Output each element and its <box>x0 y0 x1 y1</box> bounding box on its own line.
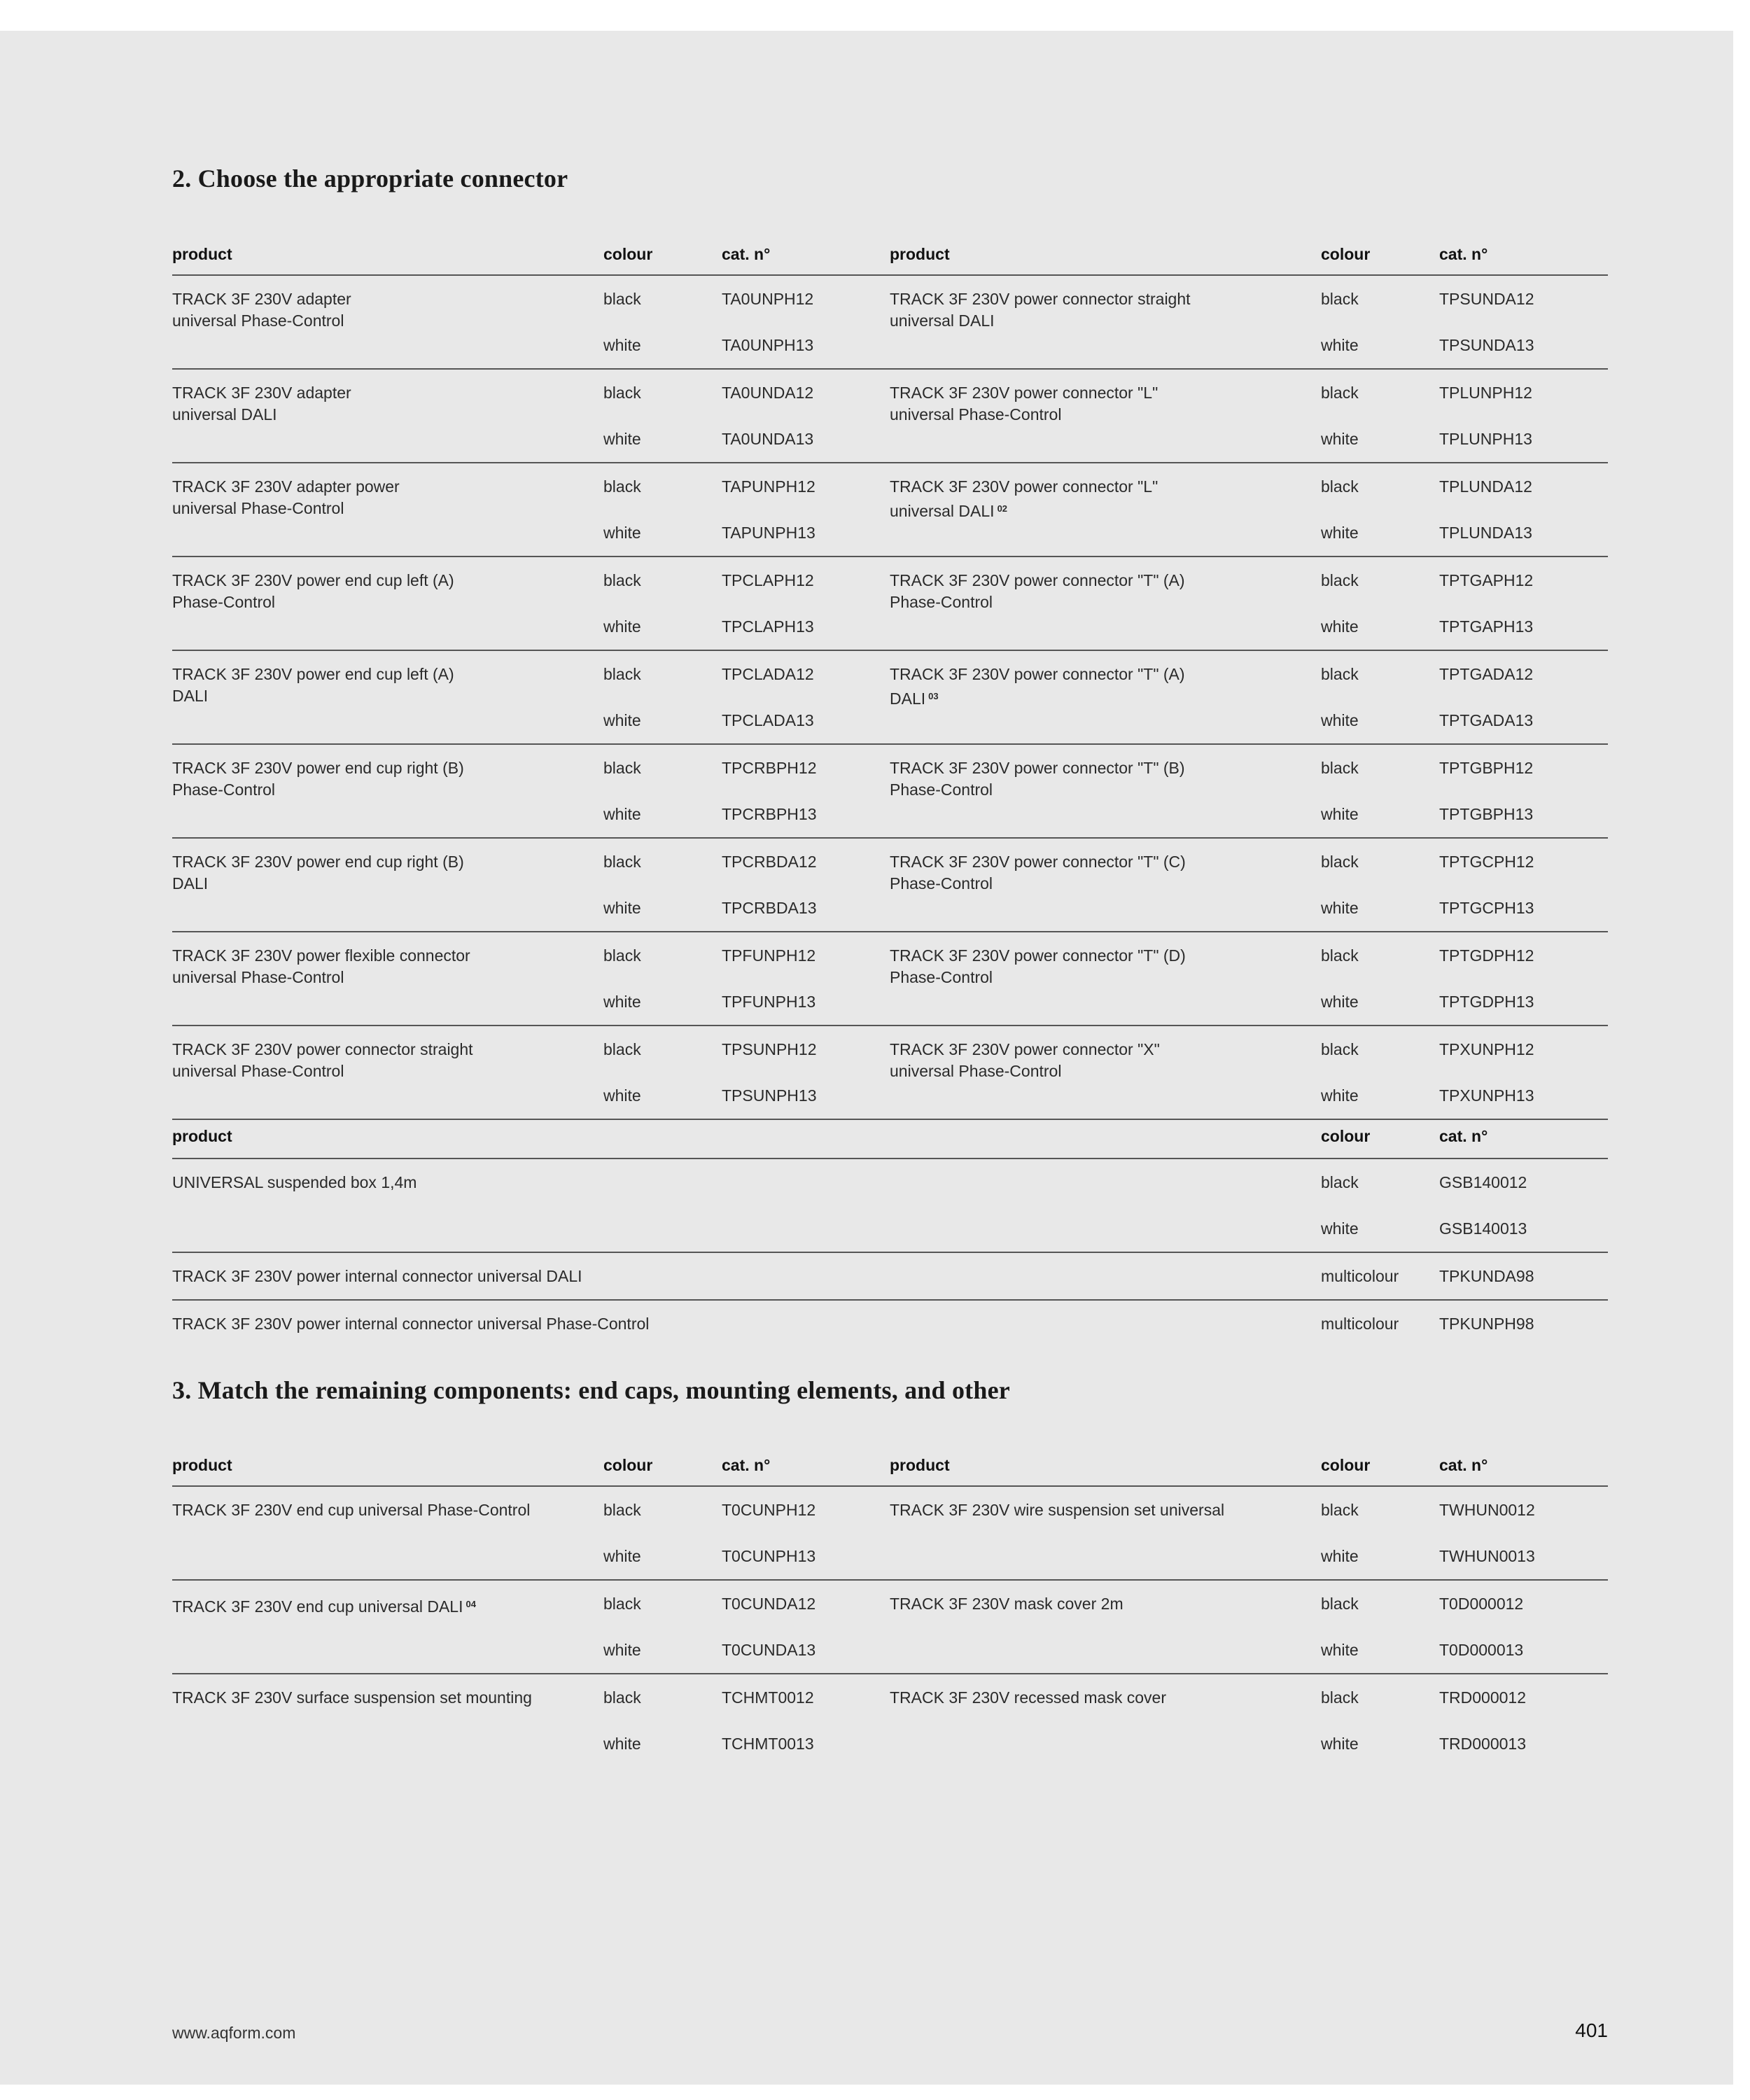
cat-number: TPXUNPH13 <box>1439 1086 1534 1105</box>
colour-black: black <box>1321 853 1359 871</box>
cat-number: TPLUNDA12 <box>1439 477 1532 496</box>
product-cell <box>890 664 1296 710</box>
product-name: TRACK 3F 230V power connector "L" <box>890 477 1158 496</box>
table-row <box>172 1674 1608 1767</box>
cat-number: TPSUNPH12 <box>722 1040 817 1058</box>
product-variant: universal Phase-Control <box>172 312 344 330</box>
components-table <box>172 1453 1608 1767</box>
product-cell <box>890 570 1296 613</box>
colour-black: black <box>1321 1688 1359 1707</box>
cat-number: TA0UNPH12 <box>722 290 814 308</box>
cat-number: TPCLAPH12 <box>722 571 814 589</box>
product-cell <box>890 851 1296 895</box>
product-name: TRACK 3F 230V surface suspension set mounting <box>172 1688 532 1707</box>
cat-number: T0CUNPH13 <box>722 1547 816 1565</box>
table-header <box>172 242 1608 276</box>
header-colour: colour <box>603 245 653 263</box>
colour-white: white <box>1321 336 1359 354</box>
cat-number: TPFUNPH13 <box>722 993 816 1011</box>
cat-number: TPCLADA12 <box>722 665 814 683</box>
product-name: TRACK 3F 230V power internal connector universal Phase-Control <box>172 1315 650 1333</box>
cat-number: TRD000013 <box>1439 1735 1527 1753</box>
product-name: TRACK 3F 230V adapter <box>172 290 351 308</box>
colour-white: white <box>603 711 641 729</box>
product-name: TRACK 3F 230V power connector "L" <box>890 384 1158 402</box>
table-row <box>172 745 1608 839</box>
cat-number: TAPUNPH13 <box>722 524 816 542</box>
cat-number: T0CUNDA12 <box>722 1595 816 1613</box>
footnote-marker: 03 <box>928 691 939 701</box>
cat-number: TWHUN0012 <box>1439 1501 1535 1519</box>
cat-number: TPCLAPH13 <box>722 617 814 636</box>
header-cat: cat. n° <box>722 245 771 263</box>
product-name: TRACK 3F 230V power connector "X" <box>890 1040 1160 1058</box>
cat-number: TPCRBPH12 <box>722 759 817 777</box>
cat-number: TA0UNDA12 <box>722 384 814 402</box>
colour-white: white <box>603 1641 641 1659</box>
product-cell <box>172 476 578 519</box>
product-variant: universal Phase-Control <box>890 1062 1062 1080</box>
colour-white: white <box>603 430 641 448</box>
colour-white: white <box>1321 617 1359 636</box>
product-variant: DALI <box>172 687 209 705</box>
product-cell <box>172 288 578 332</box>
header-product-2: product <box>890 245 950 263</box>
colour-black: black <box>1321 290 1359 308</box>
product-name: TRACK 3F 230V power connector "T" (A) <box>890 571 1185 589</box>
colour-white: white <box>1321 711 1359 729</box>
cat-number: TPTGCPH13 <box>1439 899 1534 917</box>
cat-number: TPTGBPH12 <box>1439 759 1534 777</box>
cat-number: TCHMT0013 <box>722 1735 814 1753</box>
colour-black: black <box>603 665 641 683</box>
colour-white: white <box>603 993 641 1011</box>
colour-black: black <box>603 1688 641 1707</box>
table-row <box>172 651 1608 745</box>
header-cat: cat. n° <box>1439 1127 1488 1145</box>
cat-number: TPKUNDA98 <box>1439 1267 1534 1285</box>
cat-number: T0D000013 <box>1439 1641 1524 1659</box>
colour-black: black <box>1321 665 1359 683</box>
product-cell <box>172 1593 578 1618</box>
colour-black: black <box>603 946 641 965</box>
product-name: TRACK 3F 230V power end cup left (A) <box>172 665 454 683</box>
product-cell <box>890 288 1296 332</box>
cat-number: TWHUN0013 <box>1439 1547 1535 1565</box>
colour-white: white <box>603 1735 641 1753</box>
cat-number: TPTGADA12 <box>1439 665 1534 683</box>
product-name: TRACK 3F 230V power connector "T" (B) <box>890 759 1185 777</box>
colour-white: white <box>1321 1735 1359 1753</box>
cat-number: TPTGBPH13 <box>1439 805 1534 823</box>
colour-black: black <box>1321 477 1359 496</box>
page-number: 401 <box>1575 2019 1608 2041</box>
colour-white: white <box>603 617 641 636</box>
product-name: TRACK 3F 230V mask cover 2m <box>890 1595 1124 1613</box>
colour-black: black <box>1321 384 1359 402</box>
product-variant: Phase-Control <box>890 593 993 611</box>
colour-black: black <box>603 571 641 589</box>
product-cell <box>172 1499 578 1521</box>
product-variant: DALI <box>890 690 926 708</box>
header-cat-2: cat. n° <box>1439 1456 1488 1474</box>
colour-black: black <box>603 477 641 496</box>
table-row <box>172 276 1608 370</box>
cat-number: T0D000012 <box>1439 1595 1524 1613</box>
product-cell <box>172 664 578 707</box>
product-cell <box>890 1687 1296 1709</box>
colour-white: white <box>1321 524 1359 542</box>
product-name: TRACK 3F 230V wire suspension set universal <box>890 1501 1225 1519</box>
section-3 <box>172 1376 1608 1405</box>
colour-black: black <box>1321 1595 1359 1613</box>
header-product: product <box>172 1456 232 1474</box>
colour-black: black <box>1321 1173 1359 1191</box>
table-row <box>172 1159 1608 1253</box>
colour-black: black <box>603 290 641 308</box>
product-cell <box>172 1687 578 1709</box>
colour-black: black <box>603 853 641 871</box>
product-name: TRACK 3F 230V power connector "T" (C) <box>890 853 1186 871</box>
table-header <box>172 1453 1608 1487</box>
product-variant: universal Phase-Control <box>172 499 344 517</box>
product-variant: Phase-Control <box>172 780 276 799</box>
product-name: TRACK 3F 230V power end cup right (B) <box>172 853 464 871</box>
product-cell <box>172 570 578 613</box>
colour-black: black <box>1321 1040 1359 1058</box>
product-name: TRACK 3F 230V end cup universal DALI <box>172 1597 463 1616</box>
product-name: TRACK 3F 230V adapter <box>172 384 351 402</box>
cat-number: TPLUNDA13 <box>1439 524 1532 542</box>
colour-white: white <box>603 336 641 354</box>
table-row <box>172 839 1608 932</box>
colour-black: black <box>603 1040 641 1058</box>
colour-black: black <box>603 1595 641 1613</box>
colour-white: white <box>603 805 641 823</box>
header-product: product <box>172 1127 232 1145</box>
product-name: TRACK 3F 230V adapter power <box>172 477 400 496</box>
colour: multicolour <box>1321 1267 1399 1285</box>
product-variant: universal DALI <box>890 312 995 330</box>
cat-number: TPFUNPH12 <box>722 946 816 965</box>
cat-number: TPCRBDA13 <box>722 899 817 917</box>
colour-black: black <box>1321 759 1359 777</box>
footnote-marker: 04 <box>465 1599 476 1609</box>
product-cell <box>890 945 1296 988</box>
header-colour: colour <box>603 1456 653 1474</box>
colour-white: white <box>1321 1219 1359 1238</box>
product-name: TRACK 3F 230V power end cup left (A) <box>172 571 454 589</box>
header-colour: colour <box>1321 1127 1371 1145</box>
table-header <box>172 1120 1608 1159</box>
colour-white: white <box>1321 430 1359 448</box>
section-2 <box>172 164 1608 193</box>
product-variant: Phase-Control <box>172 593 276 611</box>
cat-number: TPSUNDA13 <box>1439 336 1534 354</box>
cat-number: TPTGDPH12 <box>1439 946 1534 965</box>
table-row <box>172 932 1608 1026</box>
product-cell <box>172 382 578 426</box>
header-cat-2: cat. n° <box>1439 245 1488 263</box>
section-2-title: 2. Choose the appropriate connector <box>172 164 568 192</box>
cat-number: TPTGDPH13 <box>1439 993 1534 1011</box>
table-row <box>172 1253 1608 1301</box>
table-row <box>172 1581 1608 1674</box>
table-row <box>172 1487 1608 1581</box>
colour-white: white <box>1321 805 1359 823</box>
product-name: TRACK 3F 230V power connector "T" (A) <box>890 665 1185 683</box>
cat-number: T0CUNPH12 <box>722 1501 816 1519</box>
cat-number: T0CUNDA13 <box>722 1641 816 1659</box>
section-3-title: 3. Match the remaining components: end caps, mounting elements, and other <box>172 1376 1010 1404</box>
product-variant: Phase-Control <box>890 968 993 986</box>
cat-number: TPKUNPH98 <box>1439 1315 1534 1333</box>
colour-white: white <box>1321 1641 1359 1659</box>
colour: multicolour <box>1321 1315 1399 1333</box>
product-cell <box>890 757 1296 801</box>
colour-white: white <box>603 899 641 917</box>
product-variant: Phase-Control <box>890 780 993 799</box>
cat-number: TRD000012 <box>1439 1688 1527 1707</box>
cat-number: TPSUNDA12 <box>1439 290 1534 308</box>
cat-number: GSB140012 <box>1439 1173 1527 1191</box>
table-row <box>172 1026 1608 1120</box>
colour-black: black <box>1321 946 1359 965</box>
product-cell <box>890 1499 1296 1521</box>
cat-number: TAPUNPH12 <box>722 477 816 496</box>
table-row <box>172 463 1608 557</box>
colour-black: black <box>603 1501 641 1519</box>
product-name: UNIVERSAL suspended box 1,4m <box>172 1173 417 1191</box>
cat-number: TPLUNPH12 <box>1439 384 1532 402</box>
cat-number: TPTGCPH12 <box>1439 853 1534 871</box>
product-name: TRACK 3F 230V power flexible connector <box>172 946 470 965</box>
product-name: TRACK 3F 230V end cup universal Phase-Control <box>172 1501 531 1519</box>
product-variant: DALI <box>172 874 209 892</box>
product-name: TRACK 3F 230V power end cup right (B) <box>172 759 464 777</box>
footer-url[interactable]: www.aqform.com <box>172 2024 296 2042</box>
colour-white: white <box>1321 1086 1359 1105</box>
product-cell <box>890 1593 1296 1615</box>
accessory-table <box>172 1120 1608 1347</box>
product-name: TRACK 3F 230V power connector straight <box>172 1040 473 1058</box>
product-name: TRACK 3F 230V power internal connector universal DALI <box>172 1267 582 1285</box>
product-variant: universal Phase-Control <box>890 405 1062 424</box>
header-colour-2: colour <box>1321 245 1371 263</box>
header-colour-2: colour <box>1321 1456 1371 1474</box>
colour-white: white <box>1321 1547 1359 1565</box>
product-name: TRACK 3F 230V power connector "T" (D) <box>890 946 1186 965</box>
colour-black: black <box>1321 1501 1359 1519</box>
cat-number: TCHMT0012 <box>722 1688 814 1707</box>
cat-number: TPCRBPH13 <box>722 805 817 823</box>
cat-number: TPTGAPH13 <box>1439 617 1534 636</box>
colour-white: white <box>603 1547 641 1565</box>
product-variant: universal Phase-Control <box>172 968 344 986</box>
product-cell <box>172 945 578 988</box>
colour-black: black <box>1321 571 1359 589</box>
product-variant: universal DALI <box>890 502 995 520</box>
colour-black: black <box>603 759 641 777</box>
product-cell <box>172 757 578 801</box>
colour-white: white <box>603 524 641 542</box>
colour-black: black <box>603 384 641 402</box>
cat-number: TA0UNDA13 <box>722 430 814 448</box>
table-row <box>172 370 1608 463</box>
product-cell <box>890 382 1296 426</box>
product-variant: universal DALI <box>172 405 277 424</box>
product-variant: universal Phase-Control <box>172 1062 344 1080</box>
colour-white: white <box>1321 899 1359 917</box>
cat-number: TPTGAPH12 <box>1439 571 1534 589</box>
cat-number: TPSUNPH13 <box>722 1086 817 1105</box>
catalog-page <box>0 31 1733 2085</box>
header-cat: cat. n° <box>722 1456 771 1474</box>
cat-number: GSB140013 <box>1439 1219 1527 1238</box>
product-cell <box>172 1039 578 1082</box>
product-cell <box>172 851 578 895</box>
product-variant: Phase-Control <box>890 874 993 892</box>
cat-number: TPCLADA13 <box>722 711 814 729</box>
colour-white: white <box>603 1086 641 1105</box>
product-name: TRACK 3F 230V recessed mask cover <box>890 1688 1166 1707</box>
cat-number: TPTGADA13 <box>1439 711 1534 729</box>
footnote-marker: 02 <box>997 503 1008 514</box>
header-product: product <box>172 245 232 263</box>
table-row <box>172 557 1608 651</box>
table-row <box>172 1301 1608 1347</box>
product-cell <box>890 1039 1296 1082</box>
product-name: TRACK 3F 230V power connector straight <box>890 290 1191 308</box>
cat-number: TPLUNPH13 <box>1439 430 1532 448</box>
colour-white: white <box>1321 993 1359 1011</box>
cat-number: TPCRBDA12 <box>722 853 817 871</box>
connector-table <box>172 242 1608 1120</box>
header-product-2: product <box>890 1456 950 1474</box>
cat-number: TPXUNPH12 <box>1439 1040 1534 1058</box>
cat-number: TA0UNPH13 <box>722 336 814 354</box>
product-cell <box>890 476 1296 522</box>
